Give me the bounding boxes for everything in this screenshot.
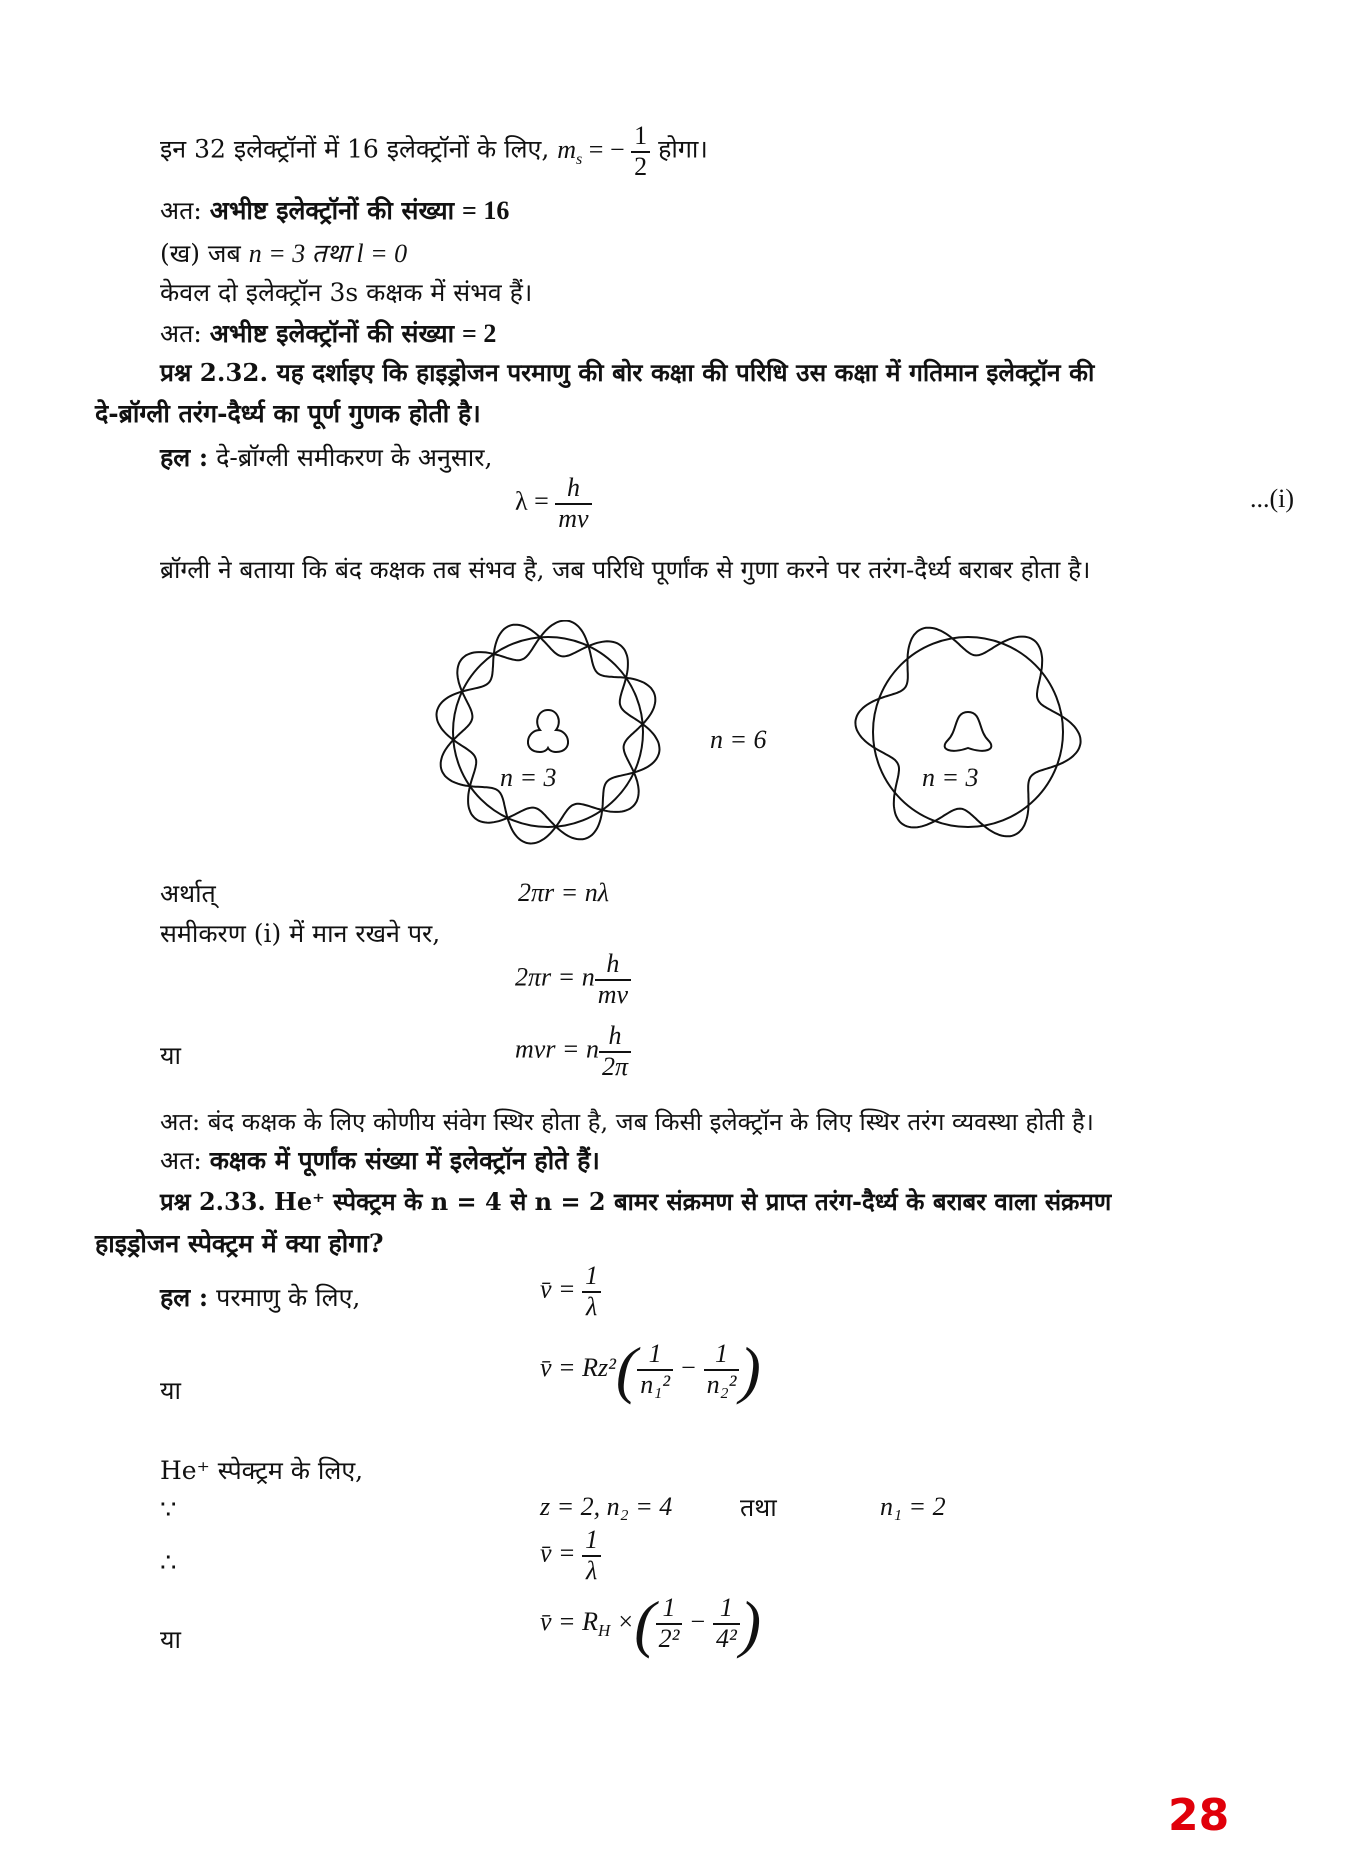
right-orbit-diagram: [855, 628, 1080, 837]
equation-ref: ...(i): [1250, 484, 1295, 513]
times: ×: [616, 1606, 635, 1636]
ms-symbol: m: [557, 134, 577, 164]
label-n3-right: n = 3: [922, 763, 979, 792]
den-2: 4²: [715, 1624, 737, 1653]
solution-1: [160, 440, 492, 474]
since-symbol: ∵: [160, 1495, 177, 1524]
lhs: 2πr = n: [515, 962, 595, 992]
den: mv: [558, 503, 589, 533]
solution-2: [160, 1280, 360, 1314]
num: h: [595, 950, 631, 981]
lhs: v̄ =: [540, 1538, 576, 1568]
ya-2: या: [160, 1376, 181, 1405]
question-2-33-line2: हाइड्रोजन स्पेक्ट्रम में क्या होगा?: [95, 1229, 384, 1258]
debroglie-paragraph: ब्रॉग्ली ने बताया कि बंद कक्षक तब संभव है, जब परिधि पूर्णांक से गुणा करने पर तरंग-दैर्ध्य बराबर होता है।: [160, 555, 1091, 584]
sol-label: हल :: [160, 443, 209, 472]
condition: n = 3 तथा l = 0: [248, 239, 408, 268]
equation-1: [515, 474, 592, 533]
question-2-33-line1: प्रश्न 2.33. He⁺ स्पेक्ट्रम के n = 4 से n = 2 बामर संक्रमण से प्राप्त तरंग-दैर्ध्य के बराबर वाला संक्रमण: [160, 1187, 1112, 1216]
num: h: [555, 474, 591, 505]
ya-1: या: [160, 1041, 181, 1070]
num: 1: [637, 1340, 673, 1371]
equals: = −: [582, 134, 625, 164]
n1-value: n₁ = 2: [880, 1492, 946, 1521]
num: 1: [582, 1262, 601, 1293]
result-line-2: [160, 316, 496, 350]
equation-3: [515, 1022, 631, 1081]
rydberg-eq: v̄ = Rz²( $\frac{1}{\text{n₁²}}$ − $\frac{1}{\text{n₂²}}$ ): [540, 1334, 761, 1405]
inner-orbit: [528, 710, 568, 752]
sol-label: हल :: [160, 1283, 209, 1312]
prefix: अत:: [160, 196, 202, 225]
circumference-eq: 2πr = nλ: [518, 878, 609, 907]
conclusion-2: [160, 1143, 600, 1177]
prefix: अत:: [160, 1146, 202, 1175]
equation-2: [515, 950, 631, 1009]
inner-orbit: [945, 712, 992, 751]
label-n6: n = 6: [710, 725, 767, 754]
num: 1: [713, 1594, 740, 1625]
subscript-h: H: [597, 1621, 611, 1641]
tatha: तथा: [740, 1493, 777, 1522]
value: = 2: [462, 319, 497, 348]
num: 1: [704, 1340, 740, 1371]
question-2-32-line2: दे-ब्रॉग्ली तरंग-दैर्ध्य का पूर्ण गुणक होती है।: [95, 399, 481, 428]
num: 1: [582, 1526, 601, 1557]
lhs: mvr = n: [515, 1034, 599, 1064]
wavenumber-eq-2: [540, 1526, 601, 1585]
left-orbit-diagram: [437, 621, 660, 844]
den-n2: n₂²: [706, 1370, 737, 1399]
he-spectrum-line: He⁺ स्पेक्ट्रम के लिए,: [160, 1456, 364, 1485]
wavenumber-eq: [540, 1262, 601, 1321]
bold-text: कक्षक में पूर्णांक संख्या में इलेक्ट्रॉन होते हैं।: [209, 1146, 600, 1175]
lhs: v̄ = Rz²: [540, 1352, 616, 1382]
therefore-symbol: ∴: [160, 1548, 177, 1577]
line-electron-count: [160, 122, 708, 181]
question-2-32-line1: प्रश्न 2.32. यह दर्शाइए कि हाइड्रोजन परमाणु की बोर कक्षा की परिधि उस कक्षा में गतिमान इलेक्ट्रॉन की: [160, 358, 1095, 387]
orbit-circle: [873, 637, 1063, 827]
text: जब: [207, 239, 241, 268]
sol-text: परमाणु के लिए,: [216, 1283, 361, 1312]
sol-text: दे-ब्रॉग्ली समीकरण के अनुसार,: [216, 443, 493, 472]
conclusion-1: अत: बंद कक्षक के लिए कोणीय संवेग स्थिर होता है, जब किसी इलेक्ट्रॉन के लिए स्थिर तरंग व्यवस्था होती है।: [160, 1108, 1094, 1136]
ya-3: या: [160, 1625, 181, 1654]
frac-num: 1: [631, 122, 650, 153]
num: 1: [656, 1594, 683, 1625]
prefix: अत:: [160, 319, 202, 348]
label-n3-left: n = 3: [500, 763, 557, 792]
den-n1: n₁²: [640, 1370, 671, 1399]
label: (ख): [160, 239, 200, 268]
lhs: λ =: [515, 486, 549, 516]
den: 2π: [601, 1051, 629, 1081]
bold-text: अभीष्ट इलेक्ट्रॉनों की संख्या: [209, 319, 455, 348]
value: = 16: [462, 196, 510, 225]
den-1: 2²: [658, 1624, 680, 1653]
orbit-circle: [453, 637, 643, 827]
text-tail: होगा।: [658, 134, 708, 164]
arthaat-label: अर्थात्: [160, 879, 216, 908]
den: λ: [585, 1555, 598, 1585]
result-line-1: [160, 193, 509, 227]
standing-wave: [437, 621, 660, 844]
frac-den: 2: [634, 151, 648, 181]
substitution-line: समीकरण (i) में मान रखने पर,: [160, 919, 441, 948]
case-b-line: [160, 234, 407, 270]
final-eq: v̄ = $R_H$ ×( $\frac{1}{\text{2²}}$ − $\frac{1}{\text{4²}}$ ): [540, 1588, 762, 1659]
text: इन 32 इलेक्ट्रॉनों में 16 इलेक्ट्रॉनों के लिए,: [160, 134, 550, 164]
den: λ: [585, 1291, 598, 1321]
lhs: v̄ = R: [540, 1606, 598, 1636]
standing-wave: [855, 628, 1080, 837]
given-values: z = 2, n₂ = 4: [540, 1492, 673, 1521]
bold-text: अभीष्ट इलेक्ट्रॉनों की संख्या: [209, 196, 455, 225]
den: mv: [597, 979, 629, 1009]
ms-subscript: s: [576, 150, 583, 168]
num: h: [599, 1022, 631, 1053]
lhs: v̄ =: [540, 1274, 576, 1304]
page-number: 28: [1168, 1790, 1230, 1841]
orbital-line: केवल दो इलेक्ट्रॉन 3s कक्षक में संभव हैं।: [160, 278, 533, 307]
